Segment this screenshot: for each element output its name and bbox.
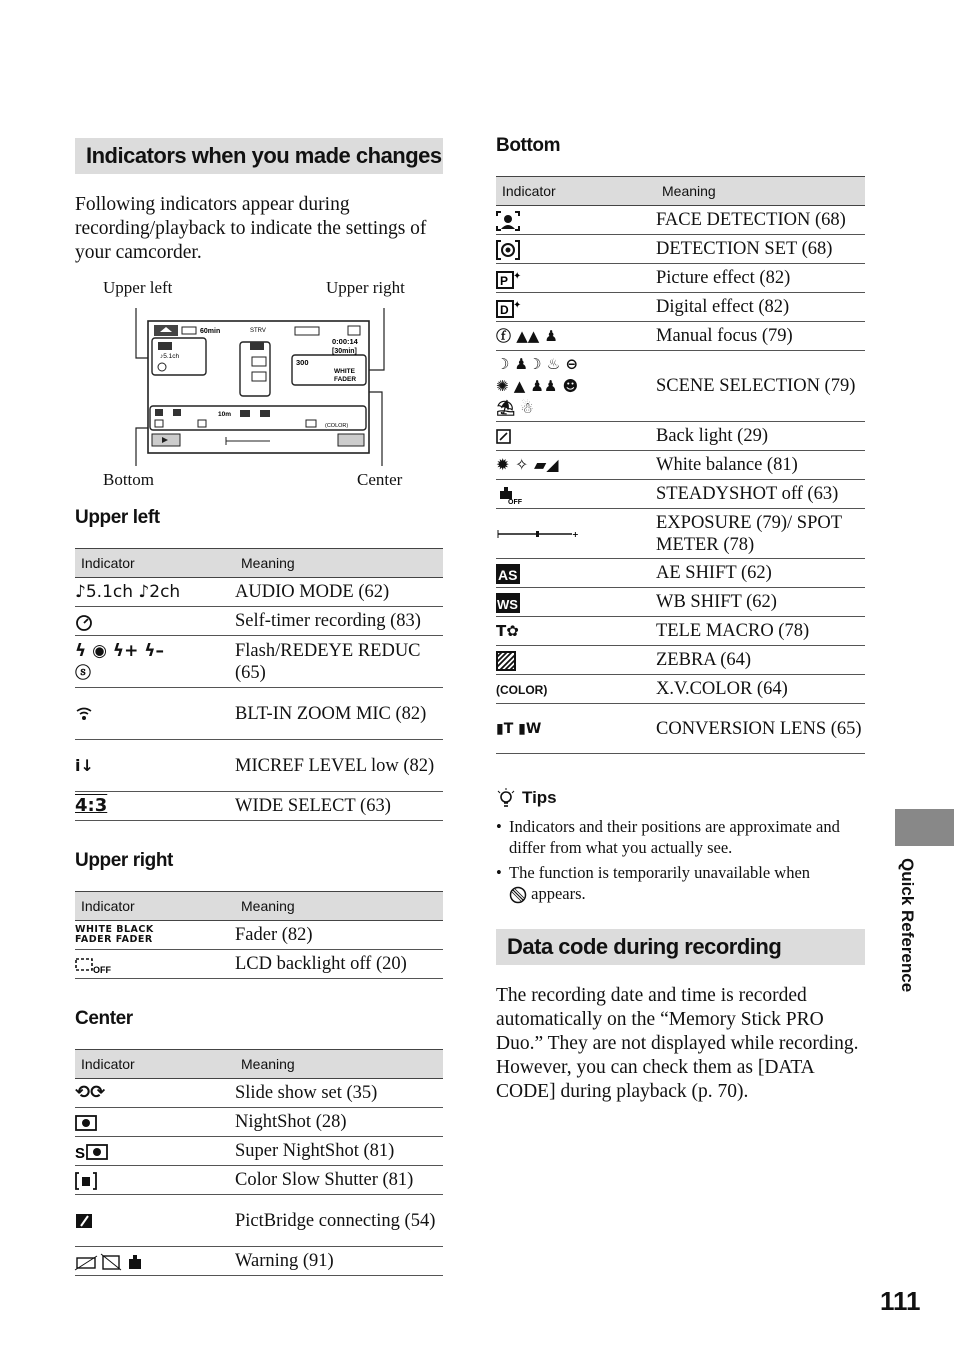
micref-level-icon: i↓ — [75, 740, 235, 792]
side-tab-label: Quick Reference — [898, 858, 917, 993]
tips-title: Tips — [522, 788, 557, 807]
section-title-data-code: Data code during recording — [496, 929, 865, 965]
svg-text:S: S — [75, 1144, 86, 1162]
col-meaning: Meaning — [235, 1050, 443, 1079]
col-indicator: Indicator — [496, 177, 656, 206]
center-table — [75, 1049, 443, 1276]
upper-left-table — [75, 548, 443, 821]
svg-text:AS: AS — [498, 566, 518, 583]
svg-text:(COLOR): (COLOR) — [325, 423, 349, 429]
table-row-meaning: Fader (82) — [235, 921, 443, 950]
table-row-meaning: Slide show set (35) — [235, 1079, 443, 1108]
table-row-meaning: Manual focus (79) — [656, 322, 865, 351]
table-row-meaning: Digital effect (82) — [656, 293, 865, 322]
diagram-time-text: 60min — [200, 328, 221, 335]
bottom-table — [496, 176, 865, 754]
super-nightshot-icon — [75, 1137, 235, 1166]
white-balance-icon: ✹ ✧ ▰◢ — [496, 451, 656, 480]
svg-text:10m: 10m — [218, 411, 232, 418]
svg-text:300: 300 — [296, 358, 309, 367]
svg-text:♪5.1ch: ♪5.1ch — [160, 353, 180, 360]
table-row-meaning: WIDE SELECT (63) — [235, 792, 443, 821]
table-row-meaning: NightShot (28) — [235, 1108, 443, 1137]
scene-selection-icon: ☽ ♟☽ ♨ ⊖ ✺ ▲ ♟♟ ☻ ⛱ ☃ — [496, 351, 656, 422]
table-row-meaning: CONVERSION LENS (65) — [656, 704, 865, 754]
tele-macro-icon: T✿ — [496, 617, 656, 646]
exposure-slider-icon — [496, 509, 656, 559]
table-row-meaning: Flash/REDEYE REDUC (65) — [235, 636, 443, 688]
nightshot-icon — [75, 1108, 235, 1137]
upper-right-heading: Upper right — [75, 850, 173, 871]
lcd-screen-diagram — [100, 300, 420, 470]
svg-text:0:00:14: 0:00:14 — [332, 337, 358, 346]
conversion-lens-icon: ▮T ▮W — [496, 704, 656, 754]
tip-text: appears. — [531, 884, 586, 903]
prohibited-icon — [509, 886, 527, 904]
table-row-meaning: LCD backlight off (20) — [235, 950, 443, 979]
table-row-meaning: Self-timer recording (83) — [235, 607, 443, 636]
col-indicator: Indicator — [75, 549, 235, 578]
table-row-meaning: ZEBRA (64) — [656, 646, 865, 675]
back-light-icon — [496, 422, 656, 451]
table-row-meaning: AUDIO MODE (62) — [235, 578, 443, 607]
table-row-meaning: STEADYSHOT off (63) — [656, 480, 865, 509]
tip-text: Indicators and their positions are approximate and differ from what you actually see. — [509, 817, 840, 857]
picture-effect-icon — [496, 264, 656, 293]
svg-text:FADER: FADER — [334, 376, 357, 383]
col-indicator: Indicator — [75, 892, 235, 921]
table-row-meaning: PictBridge connecting (54) — [235, 1195, 443, 1247]
steadyshot-off-icon — [496, 480, 656, 509]
tip-text: The function is temporarily unavailable when — [509, 863, 811, 882]
table-row-meaning: Back light (29) — [656, 422, 865, 451]
svg-text:P: P — [500, 273, 509, 288]
svg-text:[30min]: [30min] — [332, 348, 357, 355]
tip-item: • Indicators and their positions are approximate and differ from what you actually see. — [496, 816, 866, 858]
col-meaning: Meaning — [235, 549, 443, 578]
wb-shift-icon — [496, 588, 656, 617]
pictbridge-icon — [75, 1195, 235, 1247]
side-tab-marker — [895, 809, 954, 846]
table-row-meaning: SCENE SELECTION (79) — [656, 351, 865, 422]
svg-text:D: D — [500, 302, 509, 317]
page-number: 111 — [880, 1286, 921, 1316]
label-upper-left: Upper left — [103, 278, 173, 297]
digital-effect-icon — [496, 293, 656, 322]
upper-left-heading: Upper left — [75, 507, 160, 528]
bottom-heading: Bottom — [496, 135, 561, 156]
svg-text:WHITE: WHITE — [334, 368, 355, 375]
col-meaning: Meaning — [235, 892, 443, 921]
detection-set-icon — [496, 235, 656, 264]
wide-select-icon: 4:3 — [75, 792, 235, 821]
tips-block — [496, 788, 557, 810]
table-row-meaning: BLT-IN ZOOM MIC (82) — [235, 688, 443, 740]
svg-text:WS: WS — [497, 596, 518, 612]
flash-icon: ϟ ◉ ϟ+ ϟ– ⓢ — [75, 636, 235, 688]
label-upper-right: Upper right — [326, 278, 405, 297]
table-row-meaning: White balance (81) — [656, 451, 865, 480]
table-row-meaning: TELE MACRO (78) — [656, 617, 865, 646]
table-row-meaning: DETECTION SET (68) — [656, 235, 865, 264]
table-row-meaning: FACE DETECTION (68) — [656, 206, 865, 235]
ae-shift-icon — [496, 559, 656, 588]
table-row-meaning: WB SHIFT (62) — [656, 588, 865, 617]
center-heading: Center — [75, 1008, 133, 1029]
face-detection-icon — [496, 206, 656, 235]
table-row-meaning: EXPOSURE (79)/ SPOT METER (78) — [656, 509, 865, 559]
svg-text:✦: ✦ — [513, 299, 522, 311]
manual-focus-icon: ⓕ ▲▲ ♟ — [496, 322, 656, 351]
svg-text:✦: ✦ — [513, 270, 522, 282]
tip-item: • The function is temporarily unavailable when appears. — [496, 863, 811, 903]
zoom-mic-icon — [75, 688, 235, 740]
table-row-meaning: Super NightShot (81) — [235, 1137, 443, 1166]
color-slow-shutter-icon — [75, 1166, 235, 1195]
warning-icon — [75, 1247, 235, 1276]
col-indicator: Indicator — [75, 1050, 235, 1079]
fader-icon — [75, 921, 235, 950]
upper-right-table — [75, 891, 443, 979]
slide-show-icon: ⟲⟳ — [75, 1079, 235, 1108]
table-row-meaning: Picture effect (82) — [656, 264, 865, 293]
section-title-indicators: Indicators when you made changes — [75, 138, 443, 174]
self-timer-icon — [75, 607, 235, 636]
fader-line-2: FADER FADER — [75, 934, 153, 945]
intro-paragraph: Following indicators appear during recording/playback to indicate the settings of your camcorder. — [75, 194, 427, 263]
svg-text:+: + — [572, 530, 579, 539]
zebra-icon — [496, 646, 656, 675]
label-center: Center — [357, 470, 403, 489]
table-row-meaning: X.V.COLOR (64) — [656, 675, 865, 704]
data-code-paragraph: The recording date and time is recorded automatically on the “Memory Stick PRO Duo.” They are not displayed while recording. However, you can check them as [DATA CODE] during playback (p. 70). — [496, 985, 859, 1102]
lightbulb-icon — [496, 788, 518, 810]
table-row-meaning: AE SHIFT (62) — [656, 559, 865, 588]
audio-mode-icon: ♪5.1ch ♪2ch — [75, 578, 235, 607]
fader-line-1: WHITE BLACK — [75, 924, 154, 935]
table-row-meaning: MICREF LEVEL low (82) — [235, 740, 443, 792]
svg-text:STRV: STRV — [250, 328, 266, 334]
xv-color-icon: (COLOR) — [496, 675, 656, 704]
label-bottom: Bottom — [103, 470, 155, 489]
lcd-backlight-off-icon — [75, 950, 235, 979]
col-meaning: Meaning — [656, 177, 865, 206]
svg-text:OFF: OFF — [508, 498, 522, 506]
svg-text:OFF: OFF — [93, 964, 111, 975]
table-row-meaning: Color Slow Shutter (81) — [235, 1166, 443, 1195]
table-row-meaning: Warning (91) — [235, 1247, 443, 1276]
